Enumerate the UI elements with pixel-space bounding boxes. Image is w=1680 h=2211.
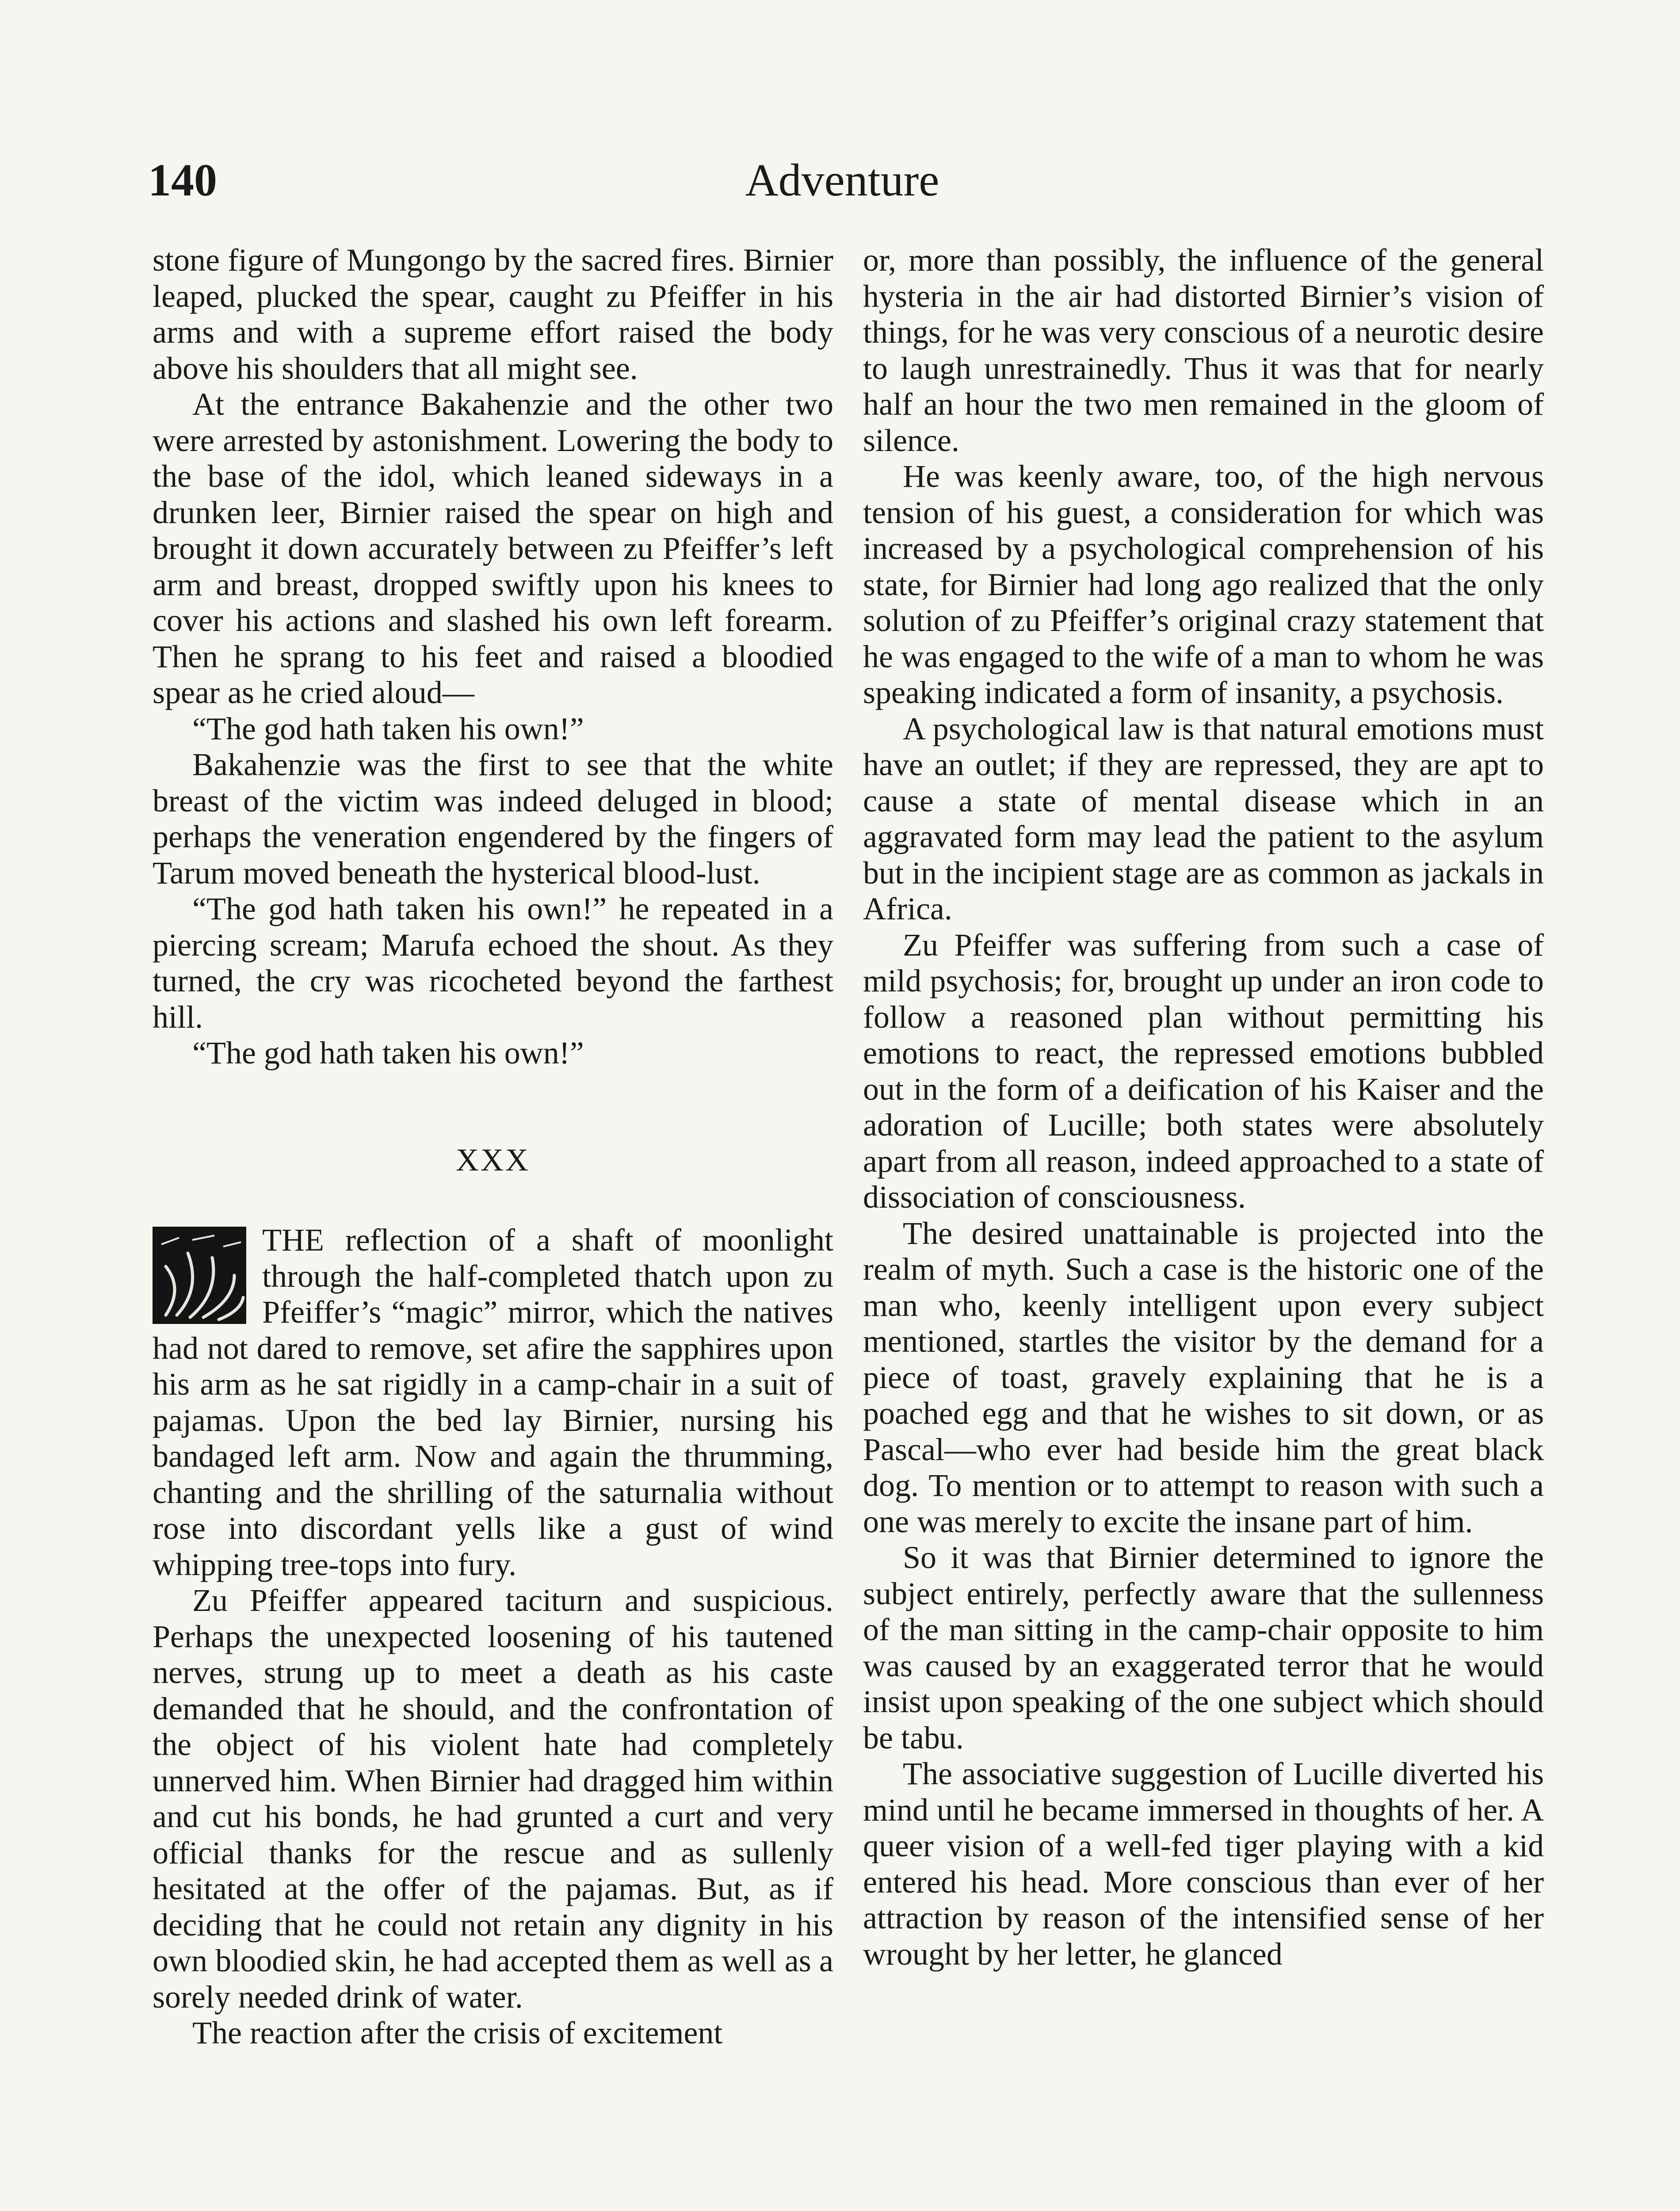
paragraph: Zu Pfeiffer was suffering from such a case of mild psychosis; for, brought up under an iron code to follow a reasoned plan without permitting his emotions to react, the repressed emotions bubbled out in the form of a deification of his Kaiser and the adoration of Lucille; both states were absolutely apart from all reason, indeed approached to a state of dissociation of consciousness. xyxy=(863,927,1544,1215)
paragraph: The associative suggestion of Lucille diverted his mind until he became immersed in thoughts of her. A queer vision of a well-fed tiger playing with a kid entered his head. More conscious than ever of her attraction by reason of the intensified sense of her wrought by her letter, he glanced xyxy=(863,1756,1544,1972)
paragraph: He was keenly aware, too, of the high nervous tension of his guest, a consideration for which was increased by a psychological comprehension of his state, for Birnier had long ago realized that the only solution of zu Pfeiffer’s original crazy statement that he was engaged to the wife of a man to whom he was speaking indicated a form of insanity, a psychosis. xyxy=(863,459,1544,710)
paragraph: So it was that Birnier determined to ignore the subject entirely, perfectly aware that the sullenness of the man sitting in the camp-chair opposite to him was caused by an exaggerated terror that he would insist upon speaking of the one subject which should be tabu. xyxy=(863,1540,1544,1756)
page-number: 140 xyxy=(148,155,217,206)
paragraph: “The god hath taken his own!” xyxy=(192,1035,584,1071)
paragraph: stone figure of Mungongo by the sacred fires. Birnier leaped, plucked the spear, caught zu Pfeiffer in his arms and with a supreme effort raised the body above his shoulders that all might see. xyxy=(153,242,833,386)
drop-cap-ornament-icon xyxy=(153,1227,246,1324)
right-column xyxy=(863,242,1544,1972)
paragraph: Bakahenzie was the first to see that the white breast of the victim was indeed deluged in blood; perhaps the veneration engendered by the fingers of Tarum moved beneath the hysterical blood-lust. xyxy=(153,747,833,891)
running-title: Adventure xyxy=(745,155,939,206)
page-header xyxy=(148,154,1536,225)
paragraph: “The god hath taken his own!” xyxy=(192,711,584,746)
paragraph: The desired unattainable is projected into the realm of myth. Such a case is the historic one of the man who, keenly intelligent upon every subject mentioned, startles the visitor by the demand for a piece of toast, gravely explaining that he is a poached egg and that he wishes to sit down, or as Pascal—who ever had beside him the great black dog. To mention or to attempt to reason with such a one was merely to excite the insane part of him. xyxy=(863,1215,1544,1539)
drop-cap-paragraph-text: THE reflection of a shaft of moonlight through the half-completed thatch upon zu Pfeiffer’s “magic” mirror, which the natives had not dared to remove, set afire the sapphires upon his arm as he sat rigidly in a camp-chair in a suit of pajamas. Upon the bed lay Birnier, nursing his bandaged left arm. Now and again the thrumming, chanting and the shrilling of the saturnalia without rose into discordant yells like a gust of wind whipping tree-tops into fury. xyxy=(153,1222,833,1582)
left-column xyxy=(153,242,833,2051)
section-heading: XXX xyxy=(456,1142,530,1178)
paragraph: The reaction after the crisis of excitement xyxy=(192,2015,723,2050)
paragraph: or, more than possibly, the influence of the general hysteria in the air had distorted Birnier’s vision of things, for he was very conscious of a neurotic desire to laugh unrestrainedly. Thus it was that for nearly half an hour the two men remained in the gloom of silence. xyxy=(863,242,1544,458)
drop-cap-paragraph xyxy=(153,1222,833,1583)
paragraph: “The god hath taken his own!” he repeated in a piercing scream; Marufa echoed the shout. As they turned, the cry was ricocheted beyond the farthest hill. xyxy=(153,891,833,1035)
paragraph: At the entrance Bakahenzie and the other two were arrested by astonishment. Lowering the body to the base of the idol, which leaned sideways in a drunken leer, Birnier raised the spear on high and brought it down accurately between zu Pfeiffer’s left arm and breast, dropped swiftly upon his knees to cover his actions and slashed his own left forearm. Then he sprang to his feet and raised a bloodied spear as he cried aloud— xyxy=(153,386,833,710)
paragraph: Zu Pfeiffer appeared taciturn and suspicious. Perhaps the unexpected loosening of his tautened nerves, strung up to meet a death as his caste demanded that he should, and the confrontation of the object of his violent hate had completely unnerved him. When Birnier had dragged him within and cut his bonds, he had grunted a curt and very official thanks for the rescue and as sullenly hesitated at the offer of the pajamas. But, as if deciding that he could not retain any dignity in his own bloodied skin, he had accepted them as well as a sorely needed drink of water. xyxy=(153,1583,833,2015)
paragraph: A psychological law is that natural emotions must have an outlet; if they are repressed, they are apt to cause a state of mental disease which in an aggravated form may lead the patient to the asylum but in the incipient stage are as common as jackals in Africa. xyxy=(863,711,1544,926)
